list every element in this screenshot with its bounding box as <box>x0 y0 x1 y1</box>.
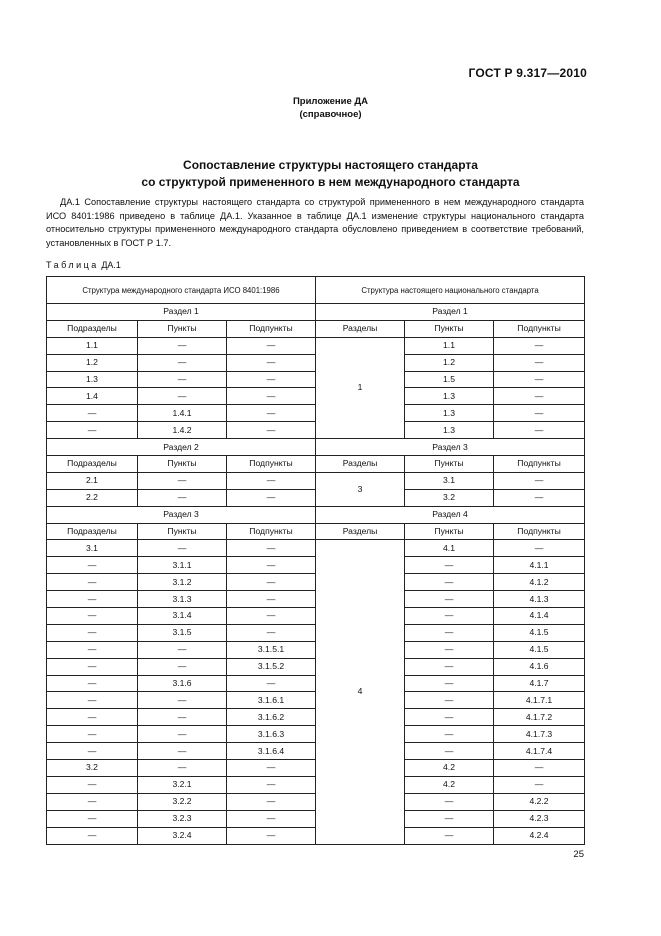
table-cell: 2.2 <box>47 489 138 506</box>
table-cell: 4.1 <box>405 540 494 557</box>
column-header-cell: Подпункты <box>494 320 585 337</box>
table-cell: 3.1 <box>47 540 138 557</box>
table-cell: — <box>138 709 227 726</box>
table-cell: — <box>47 574 138 591</box>
table-cell: 3.1.6.3 <box>227 726 316 743</box>
column-header-cell: Пункты <box>405 523 494 540</box>
table-cell: — <box>47 810 138 827</box>
table-cell: — <box>494 371 585 388</box>
table-cell: — <box>494 422 585 439</box>
national-section-number: 1 <box>316 337 405 438</box>
table-cell: — <box>405 726 494 743</box>
table-cell: — <box>405 827 494 844</box>
table-cell: 1.1 <box>405 337 494 354</box>
table-cell: 4.1.1 <box>494 557 585 574</box>
table-cell: — <box>138 658 227 675</box>
table-row <box>47 540 585 557</box>
table-cell: — <box>47 793 138 810</box>
table-cell: — <box>227 540 316 557</box>
table-cell: — <box>47 675 138 692</box>
table-caption-word: Таблица <box>46 260 99 270</box>
table-caption <box>46 260 121 270</box>
table-cell: 3.1.4 <box>138 608 227 625</box>
table-cell: 1.3 <box>405 422 494 439</box>
table-cell: — <box>405 591 494 608</box>
table-cell: 1.2 <box>47 354 138 371</box>
header-international: Структура международного стандарта ИСО 8401:1986 <box>47 277 316 304</box>
table-cell: — <box>138 760 227 777</box>
table-cell: — <box>405 810 494 827</box>
section-title-row <box>47 304 585 321</box>
table-cell: 4.2.4 <box>494 827 585 844</box>
table-cell: — <box>227 354 316 371</box>
table-cell: 3.1.6.4 <box>227 743 316 760</box>
column-header-cell: Подразделы <box>47 523 138 540</box>
table-cell: — <box>494 472 585 489</box>
table-cell: 4.1.7.4 <box>494 743 585 760</box>
table-cell: — <box>494 760 585 777</box>
table-cell: 4.2 <box>405 760 494 777</box>
national-section-number: 4 <box>316 540 405 844</box>
table-cell: — <box>47 405 138 422</box>
table-cell: — <box>47 557 138 574</box>
table-cell: — <box>47 776 138 793</box>
table-cell: — <box>227 827 316 844</box>
table-cell: — <box>138 743 227 760</box>
table-cell: — <box>47 608 138 625</box>
table-cell: 4.2 <box>405 776 494 793</box>
table-cell: 1.5 <box>405 371 494 388</box>
section-title-international: Раздел 1 <box>47 304 316 321</box>
column-header-cell: Подразделы <box>47 456 138 473</box>
table-cell: 3.2 <box>47 760 138 777</box>
section-title-international: Раздел 3 <box>47 506 316 523</box>
table-cell: — <box>138 337 227 354</box>
table-cell: 1.4 <box>47 388 138 405</box>
table-cell: 1.3 <box>47 371 138 388</box>
table-cell: — <box>405 709 494 726</box>
table-cell: 4.1.5 <box>494 641 585 658</box>
table-cell: — <box>227 810 316 827</box>
table-cell: 3.2.1 <box>138 776 227 793</box>
national-section-number: 3 <box>316 472 405 506</box>
column-header-cell: Подпункты <box>227 523 316 540</box>
table-cell: — <box>405 557 494 574</box>
column-header-cell: Пункты <box>138 320 227 337</box>
table-cell: — <box>494 337 585 354</box>
section-title-national: Раздел 3 <box>316 439 585 456</box>
heading-line-2: со структурой примененного в нем международного стандарта <box>141 175 520 189</box>
table-cell: — <box>47 743 138 760</box>
table-cell: — <box>494 776 585 793</box>
table-cell: — <box>227 557 316 574</box>
column-header-cell: Пункты <box>405 320 494 337</box>
table-cell: — <box>227 405 316 422</box>
table-cell: — <box>405 675 494 692</box>
table-cell: 2.1 <box>47 472 138 489</box>
table-cell: 4.1.3 <box>494 591 585 608</box>
table-cell: — <box>405 624 494 641</box>
table-cell: — <box>227 472 316 489</box>
page-number: 25 <box>573 849 584 860</box>
table-cell: — <box>227 574 316 591</box>
table-cell: — <box>47 827 138 844</box>
column-header-cell: Подпункты <box>227 456 316 473</box>
table-cell: — <box>227 422 316 439</box>
table-cell: — <box>494 489 585 506</box>
table-cell: — <box>227 675 316 692</box>
table-cell: 4.1.7.1 <box>494 692 585 709</box>
table-cell: — <box>227 337 316 354</box>
column-header-row <box>47 456 585 473</box>
table-cell: — <box>405 641 494 658</box>
table-cell: 3.1 <box>405 472 494 489</box>
section-title-national: Раздел 1 <box>316 304 585 321</box>
heading-line-1: Сопоставление структуры настоящего стандарта <box>183 158 478 172</box>
document-code: ГОСТ Р 9.317—2010 <box>468 66 587 80</box>
column-header-cell: Разделы <box>316 456 405 473</box>
table-cell: — <box>227 591 316 608</box>
table-cell: — <box>227 608 316 625</box>
table-cell: — <box>138 692 227 709</box>
column-header-cell: Пункты <box>138 456 227 473</box>
column-header-row <box>47 320 585 337</box>
table-cell: 4.1.7 <box>494 675 585 692</box>
column-header-cell: Подпункты <box>494 523 585 540</box>
column-header-cell: Разделы <box>316 523 405 540</box>
table-cell: — <box>138 472 227 489</box>
table-cell: — <box>227 624 316 641</box>
table-cell: — <box>227 793 316 810</box>
table-cell: 3.1.5.1 <box>227 641 316 658</box>
table-cell: 4.1.2 <box>494 574 585 591</box>
paragraph-text: ДА.1 Сопоставление структуры настоящего стандарта со структурой примененного в нем международного стандарта ИСО 8401:1986 приведено в таблице ДА.1. Указанное в таблице ДА.1 изменение структуры национального стандарта относительно структуры примененного международного стандарта обусловлено приведением в соответствие требований, установленных в ГОСТ Р 1.7. <box>46 197 584 248</box>
table-cell: — <box>47 726 138 743</box>
table-cell: — <box>227 371 316 388</box>
table-row <box>47 337 585 354</box>
table-row <box>47 472 585 489</box>
table-cell: — <box>405 574 494 591</box>
body-paragraph <box>46 196 584 250</box>
table-cell: — <box>494 540 585 557</box>
table-cell: — <box>227 776 316 793</box>
table-cell: — <box>47 692 138 709</box>
table-cell: 3.1.2 <box>138 574 227 591</box>
section-title-row <box>47 506 585 523</box>
table-cell: — <box>138 726 227 743</box>
table-cell: 3.1.6.2 <box>227 709 316 726</box>
table-cell: 3.1.6 <box>138 675 227 692</box>
table-cell: 4.1.5 <box>494 624 585 641</box>
table-cell: 4.1.6 <box>494 658 585 675</box>
table-cell: — <box>405 743 494 760</box>
table-cell: — <box>405 793 494 810</box>
table-cell: — <box>227 388 316 405</box>
table-cell: 3.1.5 <box>138 624 227 641</box>
structure-comparison-table <box>46 276 585 845</box>
table-cell: — <box>138 354 227 371</box>
table-cell: — <box>494 405 585 422</box>
table-caption-id: ДА.1 <box>101 260 121 270</box>
table-cell: 3.2.4 <box>138 827 227 844</box>
table-cell: — <box>405 608 494 625</box>
table-cell: — <box>227 760 316 777</box>
table-cell: — <box>138 540 227 557</box>
table-cell: 3.1.3 <box>138 591 227 608</box>
table-cell: 1.1 <box>47 337 138 354</box>
appendix-subtitle: (справочное) <box>299 109 362 120</box>
appendix-title: Приложение ДА <box>292 96 369 107</box>
column-header-cell: Пункты <box>405 456 494 473</box>
column-header-cell: Подпункты <box>494 456 585 473</box>
section-title-international: Раздел 2 <box>47 439 316 456</box>
section-heading <box>0 157 661 191</box>
table-cell: — <box>47 658 138 675</box>
column-header-cell: Разделы <box>316 320 405 337</box>
table-cell: 3.1.5.2 <box>227 658 316 675</box>
table-cell: — <box>138 388 227 405</box>
table-cell: — <box>138 641 227 658</box>
table-cell: — <box>405 692 494 709</box>
table-cell: — <box>47 624 138 641</box>
section-title-national: Раздел 4 <box>316 506 585 523</box>
table-cell: 4.2.3 <box>494 810 585 827</box>
table-cell: 3.2.2 <box>138 793 227 810</box>
table-cell: 1.4.1 <box>138 405 227 422</box>
header-national: Структура настоящего национального стандарта <box>316 277 585 304</box>
table-cell: 1.4.2 <box>138 422 227 439</box>
table-header-row <box>47 277 585 304</box>
table-cell: — <box>405 658 494 675</box>
table-cell: 1.2 <box>405 354 494 371</box>
column-header-row <box>47 523 585 540</box>
table-cell: — <box>494 354 585 371</box>
table-cell: 3.1.1 <box>138 557 227 574</box>
table-cell: 1.3 <box>405 405 494 422</box>
table-cell: — <box>47 591 138 608</box>
table-cell: 3.2 <box>405 489 494 506</box>
table-cell: — <box>494 388 585 405</box>
column-header-cell: Пункты <box>138 523 227 540</box>
table-cell: 3.1.6.1 <box>227 692 316 709</box>
column-header-cell: Подразделы <box>47 320 138 337</box>
table-cell: 4.1.4 <box>494 608 585 625</box>
column-header-cell: Подпункты <box>227 320 316 337</box>
table-cell: — <box>138 489 227 506</box>
table-cell: — <box>47 641 138 658</box>
table-cell: 4.1.7.2 <box>494 709 585 726</box>
table-cell: — <box>227 489 316 506</box>
table-cell: — <box>138 371 227 388</box>
table-cell: — <box>47 422 138 439</box>
table-cell: 4.1.7.3 <box>494 726 585 743</box>
table-cell: 3.2.3 <box>138 810 227 827</box>
section-title-row <box>47 439 585 456</box>
table-cell: 4.2.2 <box>494 793 585 810</box>
table-cell: 1.3 <box>405 388 494 405</box>
table-cell: — <box>47 709 138 726</box>
